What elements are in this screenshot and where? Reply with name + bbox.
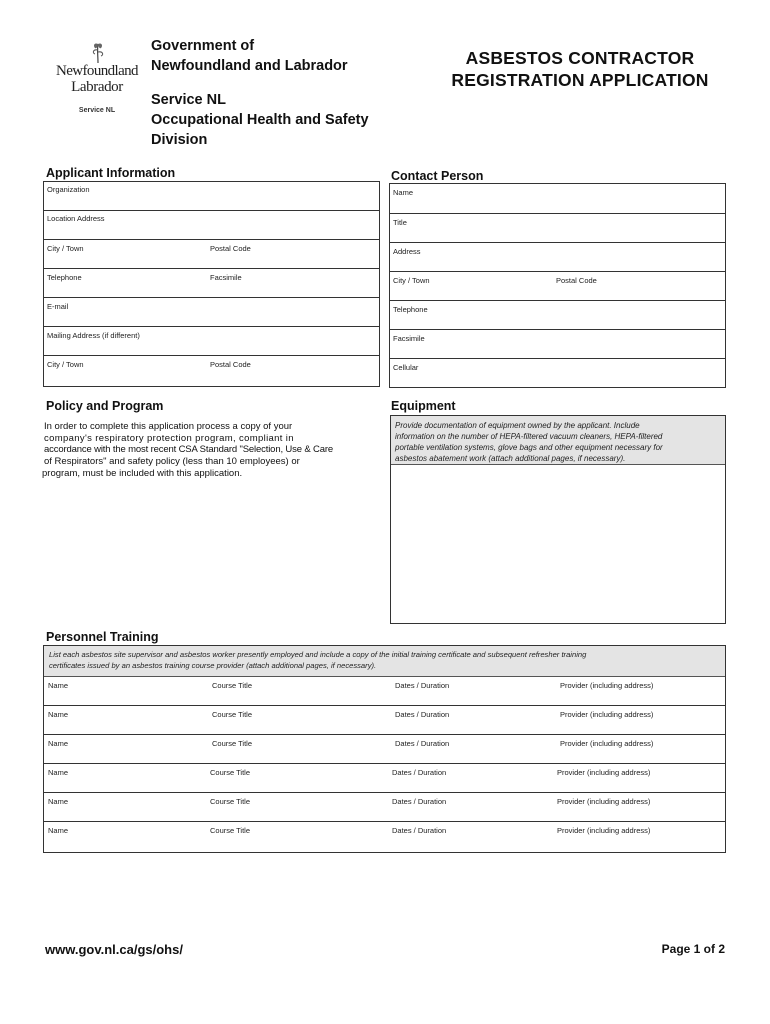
city-town-2-label: City / Town xyxy=(47,360,84,369)
contact-city-label: City / Town xyxy=(393,276,430,285)
organization-field[interactable] xyxy=(44,182,379,211)
contact-cellular-label: Cellular xyxy=(393,363,419,372)
contact-address-field[interactable] xyxy=(390,243,725,272)
course-title-label: Course Title xyxy=(212,739,253,748)
equipment-hint xyxy=(391,416,725,465)
government-logo xyxy=(52,40,142,120)
personnel-hint-line-1: List each asbestos site supervisor and asbestos worker presently employed and include a copy of the initial training certificate and subsequent refresher training xyxy=(49,650,587,659)
form-title-line-1: ASBESTOS CONTRACTOR xyxy=(465,48,695,68)
contact-cellular-field[interactable] xyxy=(390,359,725,387)
provider-label: Provider (including address) xyxy=(560,681,654,690)
dates-duration-label: Dates / Duration xyxy=(395,710,450,719)
applicant-info-box xyxy=(43,181,380,387)
city-postal-row[interactable] xyxy=(44,240,379,269)
dates-duration-label: Dates / Duration xyxy=(395,681,450,690)
location-address-label: Location Address xyxy=(47,214,105,223)
contact-name-label: Name xyxy=(393,188,414,197)
dept-line-1: Service NL xyxy=(151,92,226,108)
applicant-heading: Applicant Information xyxy=(46,166,176,180)
email-label: E-mail xyxy=(47,302,69,311)
dates-duration-label: Dates / Duration xyxy=(392,826,447,835)
logo-service-nl: Service NL xyxy=(78,107,116,114)
organization-label: Organization xyxy=(47,185,90,194)
trainee-name-label: Name xyxy=(48,797,69,806)
training-row[interactable] xyxy=(44,822,725,852)
policy-line-4: of Respirators" and safety policy (less than 10 employees) or xyxy=(44,456,300,468)
personnel-hint-line-2: certificates issued by an asbestos training course provider (attach additional pages, if necessary). xyxy=(49,661,377,670)
policy-heading: Policy and Program xyxy=(46,399,164,413)
policy-line-3: accordance with the most recent CSA Standard "Selection, Use & Care xyxy=(44,444,334,456)
trainee-name-label: Name xyxy=(48,710,69,719)
equipment-hint-line-3: portable ventilation systems, glove bags and other equipment necessary for xyxy=(395,443,663,452)
personnel-heading: Personnel Training xyxy=(46,630,159,644)
course-title-label: Course Title xyxy=(212,681,253,690)
policy-line-5: program, must be included with this application. xyxy=(42,467,243,479)
contact-title-field[interactable] xyxy=(390,214,725,243)
contact-facsimile-field[interactable] xyxy=(390,330,725,359)
contact-postal-label: Postal Code xyxy=(556,276,597,285)
equipment-box[interactable] xyxy=(390,415,726,624)
personnel-hint xyxy=(44,646,725,677)
training-row[interactable] xyxy=(44,764,725,793)
facsimile-label: Facsimile xyxy=(210,273,242,282)
contact-name-field[interactable] xyxy=(390,184,725,214)
location-address-field[interactable] xyxy=(44,211,379,240)
mailing-address-field[interactable] xyxy=(44,327,379,356)
form-title-line-2: REGISTRATION APPLICATION xyxy=(451,70,709,90)
training-rows xyxy=(44,677,725,852)
contact-person-box xyxy=(389,183,726,388)
course-title-label: Course Title xyxy=(212,710,253,719)
telephone-label: Telephone xyxy=(47,273,82,282)
equipment-hint-line-4: asbestos abatement work (attach additional pages, if necessary). xyxy=(395,454,626,463)
footer-url[interactable]: www.gov.nl.ca/gs/ohs/ xyxy=(45,942,183,957)
logo-labrador: Labrador xyxy=(71,79,123,95)
provider-label: Provider (including address) xyxy=(560,710,654,719)
equipment-hint-line-2: information on the number of HEPA-filtered vacuum cleaners, HEPA-filtered xyxy=(395,432,663,441)
pitcher-plant-icon xyxy=(88,40,108,64)
telephone-fax-row[interactable] xyxy=(44,269,379,298)
trainee-name-label: Name xyxy=(48,739,69,748)
equipment-heading: Equipment xyxy=(391,399,456,413)
training-row[interactable] xyxy=(44,706,725,735)
trainee-name-label: Name xyxy=(48,768,69,777)
personnel-training-box xyxy=(43,645,726,853)
training-row[interactable] xyxy=(44,677,725,706)
dept-line-2: Occupational Health and Safety xyxy=(151,112,369,128)
course-title-label: Course Title xyxy=(210,826,251,835)
mailing-address-label: Mailing Address (if different) xyxy=(47,331,140,340)
contact-telephone-label: Telephone xyxy=(393,305,428,314)
dates-duration-label: Dates / Duration xyxy=(395,739,450,748)
provider-label: Provider (including address) xyxy=(560,739,654,748)
postal-code-label: Postal Code xyxy=(210,244,251,253)
contact-heading: Contact Person xyxy=(391,169,484,183)
contact-address-label: Address xyxy=(393,247,421,256)
gov-line-1: Government of xyxy=(151,38,255,54)
policy-text xyxy=(44,421,374,480)
postal-code-2-label: Postal Code xyxy=(210,360,251,369)
course-title-label: Course Title xyxy=(210,797,251,806)
course-title-label: Course Title xyxy=(210,768,251,777)
dept-line-3: Division xyxy=(151,132,208,148)
trainee-name-label: Name xyxy=(48,826,69,835)
provider-label: Provider (including address) xyxy=(557,768,651,777)
logo-newfoundland: Newfoundland xyxy=(56,63,138,79)
contact-city-postal-row[interactable] xyxy=(390,272,725,301)
city-town-label: City / Town xyxy=(47,244,84,253)
policy-line-1: In order to complete this application process a copy of your xyxy=(44,421,293,432)
contact-facsimile-label: Facsimile xyxy=(393,334,425,343)
training-row[interactable] xyxy=(44,793,725,822)
mailing-city-postal-row[interactable] xyxy=(44,356,379,386)
trainee-name-label: Name xyxy=(48,681,69,690)
dates-duration-label: Dates / Duration xyxy=(392,768,447,777)
gov-line-2: Newfoundland and Labrador xyxy=(151,58,348,74)
contact-title-label: Title xyxy=(393,218,407,227)
training-row[interactable] xyxy=(44,735,725,764)
equipment-hint-line-1: Provide documentation of equipment owned by the applicant. Include xyxy=(395,421,640,430)
page-number: Page 1 of 2 xyxy=(661,942,725,956)
dates-duration-label: Dates / Duration xyxy=(392,797,447,806)
email-field[interactable] xyxy=(44,298,379,327)
provider-label: Provider (including address) xyxy=(557,797,651,806)
contact-telephone-field[interactable] xyxy=(390,301,725,330)
provider-label: Provider (including address) xyxy=(557,826,651,835)
policy-line-2: company's respiratory protection program, compliant in xyxy=(44,432,294,444)
